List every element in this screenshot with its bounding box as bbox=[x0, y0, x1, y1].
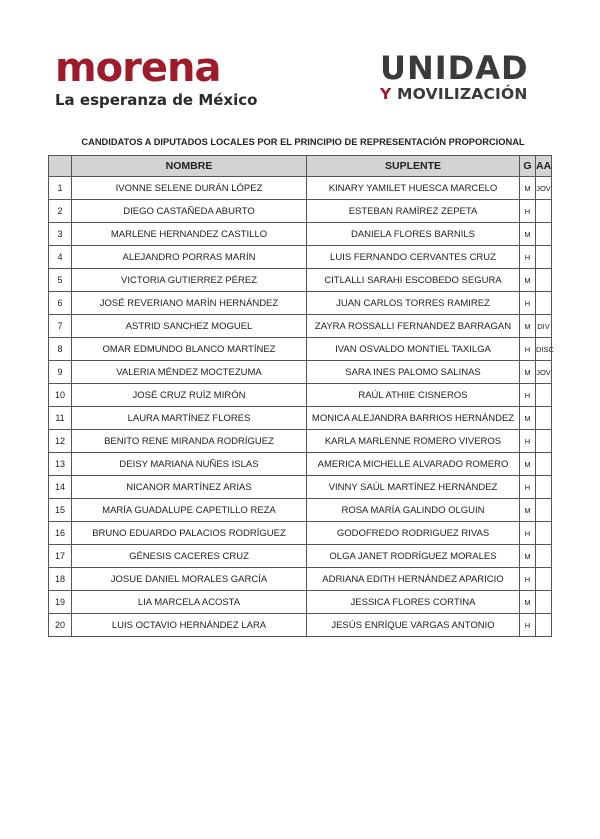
cell-aa bbox=[536, 545, 552, 568]
cell-g: M bbox=[520, 177, 536, 200]
table-row bbox=[49, 453, 552, 476]
cell-suplente: CITLALLI SARAHI ESCOBEDO SEGURA bbox=[307, 269, 520, 292]
cell-suplente: AMERICA MICHELLE ALVARADO ROMERO bbox=[307, 453, 520, 476]
cell-aa bbox=[536, 223, 552, 246]
cell-suplente: ESTEBAN RAMÍREZ ZEPETA bbox=[307, 200, 520, 223]
cell-number: 15 bbox=[49, 499, 72, 522]
unidad-movilizacion-logo bbox=[380, 49, 550, 103]
cell-suplente: GODOFREDO RODRIGUEZ RIVAS bbox=[307, 522, 520, 545]
cell-g: H bbox=[520, 522, 536, 545]
cell-g: M bbox=[520, 223, 536, 246]
cell-aa bbox=[536, 407, 552, 430]
cell-suplente: JUAN CARLOS TORRES RAMIREZ bbox=[307, 292, 520, 315]
table-row bbox=[49, 246, 552, 269]
cell-suplente: OLGA JANET RODRÍGUEZ MORALES bbox=[307, 545, 520, 568]
cell-g: H bbox=[520, 338, 536, 361]
cell-g: H bbox=[520, 246, 536, 269]
table-row bbox=[49, 499, 552, 522]
table-row bbox=[49, 407, 552, 430]
cell-aa bbox=[536, 453, 552, 476]
cell-number: 5 bbox=[49, 269, 72, 292]
cell-aa bbox=[536, 246, 552, 269]
cell-nombre: OMAR EDMUNDO BLANCO MARTÍNEZ bbox=[72, 338, 307, 361]
cell-aa bbox=[536, 568, 552, 591]
table-body bbox=[49, 177, 552, 637]
cell-aa bbox=[536, 430, 552, 453]
cell-nombre: JOSUE DANIEL MORALES GARCÍA bbox=[72, 568, 307, 591]
cell-g: M bbox=[520, 545, 536, 568]
table-row bbox=[49, 315, 552, 338]
cell-number: 6 bbox=[49, 292, 72, 315]
cell-g: M bbox=[520, 361, 536, 384]
cell-suplente: MONICA ALEJANDRA BARRIOS HERNÁNDEZ bbox=[307, 407, 520, 430]
cell-g: H bbox=[520, 568, 536, 591]
table-row bbox=[49, 223, 552, 246]
cell-number: 7 bbox=[49, 315, 72, 338]
cell-suplente: RAÚL ATHIIE CISNEROS bbox=[307, 384, 520, 407]
table-row bbox=[49, 200, 552, 223]
cell-nombre: MARLENE HERNANDEZ CASTILLO bbox=[72, 223, 307, 246]
cell-g: H bbox=[520, 430, 536, 453]
movilizacion-logo-word: MOVILIZACIÓN bbox=[391, 85, 528, 103]
cell-suplente: SARA INES PALOMO SALINAS bbox=[307, 361, 520, 384]
cell-aa bbox=[536, 384, 552, 407]
cell-nombre: LAURA MARTÍNEZ FLORES bbox=[72, 407, 307, 430]
cell-suplente: KINARY YAMILET HUESCA MARCELO bbox=[307, 177, 520, 200]
cell-number: 12 bbox=[49, 430, 72, 453]
table-row bbox=[49, 430, 552, 453]
cell-number: 20 bbox=[49, 614, 72, 637]
cell-nombre: BRUNO EDUARDO PALACIOS RODRÍGUEZ bbox=[72, 522, 307, 545]
cell-nombre: GÉNESIS CACERES CRUZ bbox=[72, 545, 307, 568]
table-row bbox=[49, 269, 552, 292]
cell-aa bbox=[536, 499, 552, 522]
cell-suplente: KARLA MARLENNE ROMERO VIVEROS bbox=[307, 430, 520, 453]
table-row bbox=[49, 591, 552, 614]
cell-number: 16 bbox=[49, 522, 72, 545]
table-header-row bbox=[49, 156, 552, 177]
cell-nombre: BENITO RENE MIRANDA RODRÍGUEZ bbox=[72, 430, 307, 453]
cell-number: 18 bbox=[49, 568, 72, 591]
cell-suplente: LUIS FERNANDO CERVANTES CRUZ bbox=[307, 246, 520, 269]
cell-nombre: VALERIA MÉNDEZ MOCTEZUMA bbox=[72, 361, 307, 384]
cell-number: 3 bbox=[49, 223, 72, 246]
cell-number: 4 bbox=[49, 246, 72, 269]
cell-number: 1 bbox=[49, 177, 72, 200]
table-row bbox=[49, 522, 552, 545]
cell-aa bbox=[536, 269, 552, 292]
header-aa: AA bbox=[536, 156, 552, 177]
cell-number: 9 bbox=[49, 361, 72, 384]
cell-g: M bbox=[520, 407, 536, 430]
cell-nombre: VICTORIA GUTIERREZ PÉREZ bbox=[72, 269, 307, 292]
cell-g: H bbox=[520, 384, 536, 407]
morena-logo-tagline: La esperanza de México bbox=[55, 91, 258, 109]
cell-number: 14 bbox=[49, 476, 72, 499]
cell-g: H bbox=[520, 614, 536, 637]
morena-logo-word: morena bbox=[55, 45, 221, 91]
cell-aa bbox=[536, 200, 552, 223]
cell-suplente: IVAN OSVALDO MONTIEL TAXILGA bbox=[307, 338, 520, 361]
cell-number: 2 bbox=[49, 200, 72, 223]
document-title: CANDIDATOS A DIPUTADOS LOCALES POR EL PRINCIPIO DE REPRESENTACIÓN PROPORCIONAL bbox=[81, 137, 525, 147]
cell-suplente: ROSA MARÍA GALINDO OLGUIN bbox=[307, 499, 520, 522]
cell-g: M bbox=[520, 591, 536, 614]
cell-number: 17 bbox=[49, 545, 72, 568]
movilizacion-logo-line bbox=[380, 85, 550, 103]
cell-suplente: ADRIANA EDITH HERNÁNDEZ APARICIO bbox=[307, 568, 520, 591]
cell-g: H bbox=[520, 476, 536, 499]
cell-suplente: VINNY SAÚL MARTÍNEZ HERNÁNDEZ bbox=[307, 476, 520, 499]
cell-suplente: DANIELA FLORES BARNILS bbox=[307, 223, 520, 246]
cell-number: 8 bbox=[49, 338, 72, 361]
table-row bbox=[49, 568, 552, 591]
cell-nombre: NICANOR MARTÍNEZ ARIAS bbox=[72, 476, 307, 499]
cell-g: M bbox=[520, 269, 536, 292]
table-row bbox=[49, 338, 552, 361]
cell-nombre: DIEGO CASTAÑEDA ABURTO bbox=[72, 200, 307, 223]
cell-aa: DIV bbox=[536, 315, 552, 338]
unidad-logo-word: UNIDAD bbox=[380, 49, 529, 87]
cell-suplente: JESÚS ENRÍQUE VARGAS ANTONIO bbox=[307, 614, 520, 637]
cell-nombre: JOSÉ CRUZ RUÍZ MIRÓN bbox=[72, 384, 307, 407]
cell-nombre: ASTRID SANCHEZ MOGUEL bbox=[72, 315, 307, 338]
cell-aa: JOV bbox=[536, 361, 552, 384]
table-row bbox=[49, 476, 552, 499]
table-row bbox=[49, 384, 552, 407]
cell-number: 11 bbox=[49, 407, 72, 430]
cell-nombre: JOSÉ REVERIANO MARÍN HERNÁNDEZ bbox=[72, 292, 307, 315]
cell-aa: JOV bbox=[536, 177, 552, 200]
cell-g: M bbox=[520, 453, 536, 476]
cell-nombre: ALEJANDRO PORRAS MARÍN bbox=[72, 246, 307, 269]
morena-logo bbox=[55, 45, 258, 109]
cell-nombre: DEISY MARIANA NUÑES ISLAS bbox=[72, 453, 307, 476]
cell-suplente: ZAYRA ROSSALLI FERNANDEZ BARRAGAN bbox=[307, 315, 520, 338]
cell-aa: DISC bbox=[536, 338, 552, 361]
cell-g: H bbox=[520, 292, 536, 315]
cell-suplente: JESSICA FLORES CORTINA bbox=[307, 591, 520, 614]
header-number bbox=[49, 156, 72, 177]
cell-aa bbox=[536, 476, 552, 499]
header-g: G bbox=[520, 156, 536, 177]
cell-g: M bbox=[520, 315, 536, 338]
cell-aa bbox=[536, 591, 552, 614]
cell-nombre: LIA MARCELA ACOSTA bbox=[72, 591, 307, 614]
cell-g: M bbox=[520, 499, 536, 522]
cell-aa bbox=[536, 292, 552, 315]
cell-nombre: MARÍA GUADALUPE CAPETILLO REZA bbox=[72, 499, 307, 522]
cell-nombre: IVONNE SELENE DURÁN LÓPEZ bbox=[72, 177, 307, 200]
table-row bbox=[49, 177, 552, 200]
table-row bbox=[49, 545, 552, 568]
cell-number: 13 bbox=[49, 453, 72, 476]
table-row bbox=[49, 361, 552, 384]
candidates-table bbox=[48, 155, 552, 637]
header-nombre: NOMBRE bbox=[72, 156, 307, 177]
cell-number: 19 bbox=[49, 591, 72, 614]
movilizacion-logo-accent: Y bbox=[380, 85, 392, 103]
cell-aa bbox=[536, 522, 552, 545]
table-row bbox=[49, 292, 552, 315]
header-suplente: SUPLENTE bbox=[307, 156, 520, 177]
cell-aa bbox=[536, 614, 552, 637]
table-row bbox=[49, 614, 552, 637]
cell-g: H bbox=[520, 200, 536, 223]
cell-number: 10 bbox=[49, 384, 72, 407]
cell-nombre: LUIS OCTAVIO HERNÁNDEZ LARA bbox=[72, 614, 307, 637]
